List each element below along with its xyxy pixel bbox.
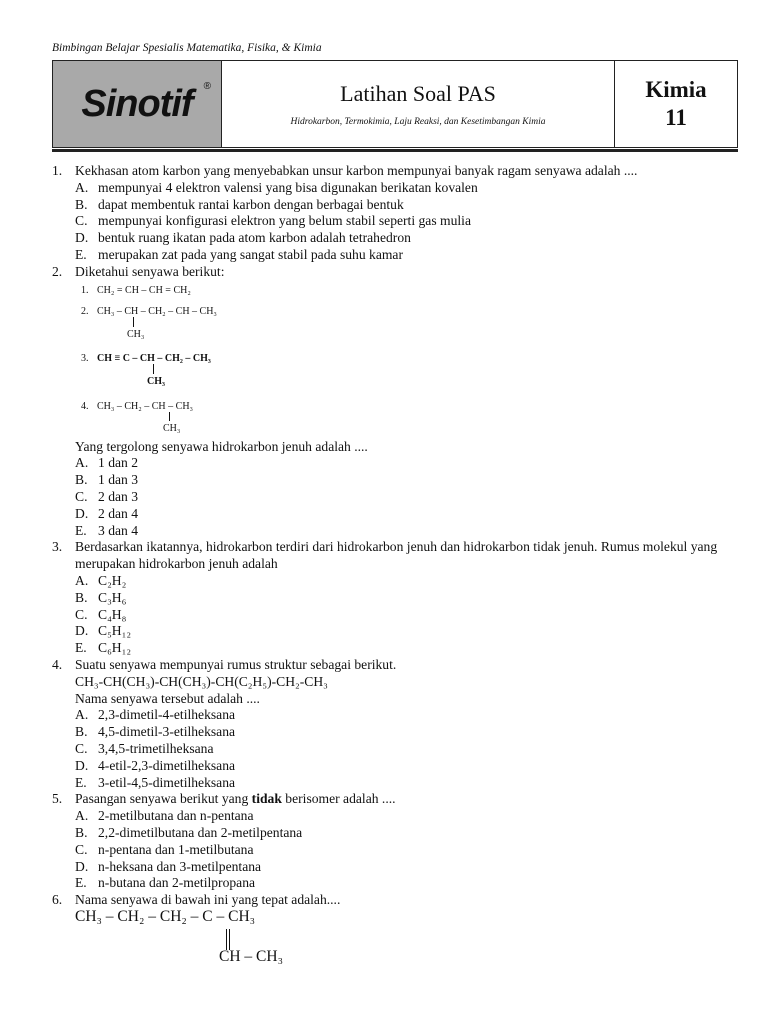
option-c — [75, 607, 742, 624]
question-4 — [52, 657, 742, 791]
question-1 — [52, 163, 742, 264]
question-prompt: Yang tergolong senyawa hidrokarbon jenuh adalah .... — [75, 438, 368, 454]
question-number: 6. — [52, 892, 63, 908]
question-number: 4. — [52, 656, 63, 672]
page-subtitle: Hidrokarbon, Termokimia, Laju Reaksi, dan Kesetimbangan Kimia — [290, 117, 546, 127]
option-text: 2-metilbutana dan n-pentana — [98, 808, 254, 824]
option-letter: E. — [75, 640, 87, 656]
structure-6-branch: CH – CH₃ — [219, 947, 283, 965]
option-d — [75, 758, 742, 775]
option-text: n-pentana dan 1-metilbutana — [98, 841, 254, 857]
structure-3-branch: CH₃ — [147, 375, 165, 387]
question-3 — [52, 539, 742, 657]
option-text: 3-etil-4,5-dimetilheksana — [98, 774, 236, 790]
question-number: 5. — [52, 791, 63, 807]
header-divider — [52, 149, 738, 152]
option-c — [75, 489, 742, 506]
structure-4-branch: CH₃ — [163, 422, 181, 434]
option-text: 2,2-dimetilbutana dan 2-metilpentana — [98, 824, 303, 840]
option-c — [75, 741, 742, 758]
option-a — [75, 707, 742, 724]
double-bond — [226, 929, 230, 950]
option-e — [75, 775, 742, 792]
structure-4-formula: CH₃ – CH₂ – CH – CH₃ — [97, 400, 194, 412]
option-letter: D. — [75, 858, 89, 874]
option-letter: B. — [75, 472, 88, 488]
option-text: 1 dan 2 — [98, 455, 139, 471]
option-letter: B. — [75, 196, 88, 212]
structure-3-bond — [153, 364, 154, 374]
structure-3-formula: CH ≡ C – CH – CH₂ – CH₃ — [97, 352, 211, 364]
option-b — [75, 724, 742, 741]
question-prompt: Nama senyawa tersebut adalah .... — [75, 690, 260, 706]
question-6 — [52, 892, 742, 981]
option-text: C₂H₂ — [98, 572, 127, 588]
option-letter: A. — [75, 707, 89, 723]
option-a — [75, 455, 742, 472]
page-title: Latihan Soal PAS — [340, 81, 496, 106]
question-text: Diketahui senyawa berikut: — [75, 263, 225, 279]
question-2 — [52, 264, 742, 540]
option-letter: D. — [75, 505, 89, 521]
option-letter: B. — [75, 724, 88, 740]
subject-name: Kimia — [645, 77, 707, 102]
option-d — [75, 230, 742, 247]
option-a — [75, 808, 742, 825]
option-letter: A. — [75, 455, 89, 471]
option-letter: D. — [75, 230, 89, 246]
option-e — [75, 247, 742, 264]
header-note: Bimbingan Belajar Spesialis Matematika, Fisika, & Kimia — [52, 42, 322, 54]
option-b — [75, 825, 742, 842]
option-letter: C. — [75, 841, 88, 857]
option-text: 3 dan 4 — [98, 522, 139, 538]
option-c — [75, 213, 742, 230]
option-d — [75, 506, 742, 523]
subject-block — [615, 61, 737, 147]
option-letter: C. — [75, 213, 88, 229]
structure-2-number: 2. — [81, 305, 89, 317]
option-b — [75, 472, 742, 489]
structure-3-number: 3. — [81, 352, 89, 364]
registered-mark: ® — [203, 81, 211, 92]
option-letter: E. — [75, 246, 87, 262]
option-letter: C. — [75, 740, 88, 756]
option-text: 4,5-dimetil-3-etilheksana — [98, 724, 236, 740]
structure-6 — [75, 909, 742, 981]
option-text: C₃H₆ — [98, 589, 127, 605]
question-text: Berdasarkan ikatannya, hidrokarbon terdiri dari hidrokarbon jenuh dan hidrokarbon tidak jenuh. Rumus molekul yang merupakan hidrokarbon jenuh adalah — [75, 539, 718, 572]
structure-2-bond — [133, 317, 134, 327]
question-5 — [52, 791, 742, 892]
question-number: 3. — [52, 539, 63, 555]
option-text: 4-etil-2,3-dimetilheksana — [98, 757, 236, 773]
option-letter: E. — [75, 875, 87, 891]
logo-text: Sinotif — [81, 82, 193, 125]
option-letter: B. — [75, 589, 88, 605]
option-d — [75, 623, 742, 640]
header-box — [52, 60, 738, 148]
structure-2-branch: CH₃ — [127, 328, 145, 340]
option-text: n-heksana dan 3-metilpentana — [98, 858, 262, 874]
structure-4-bond — [169, 412, 170, 421]
emphasis-word: tidak — [251, 791, 282, 807]
question-list — [52, 163, 742, 981]
structure-6-chain: CH₃ – CH₂ – CH₂ – C – CH₃ — [75, 907, 256, 925]
option-d — [75, 859, 742, 876]
question-number: 1. — [52, 163, 63, 178]
option-text: C₄H₈ — [98, 606, 127, 622]
option-b — [75, 590, 742, 607]
option-text: 1 dan 3 — [98, 472, 139, 488]
option-text: mempunyai 4 elektron valensi yang bisa digunakan berikatan kovalen — [98, 179, 478, 195]
structure-2-formula: CH₃ – CH – CH₂ – CH – CH₃ — [97, 305, 217, 317]
option-letter: D. — [75, 623, 89, 639]
option-text: merupakan zat pada yang sangat stabil pada suhu kamar — [98, 246, 403, 262]
question-text-end: berisomer adalah .... — [281, 791, 396, 807]
option-text: bentuk ruang ikatan pada atom karbon adalah tetrahedron — [98, 230, 411, 246]
option-b — [75, 197, 742, 214]
logo — [53, 61, 222, 147]
question-text-start: Pasangan senyawa berikut yang — [75, 791, 252, 807]
question-text: Nama senyawa di bawah ini yang tepat adalah.... — [75, 892, 341, 908]
option-letter: A. — [75, 179, 89, 195]
option-c — [75, 842, 742, 859]
option-text: 2 dan 4 — [98, 505, 139, 521]
structure-list — [75, 281, 742, 439]
option-e — [75, 875, 742, 892]
structure-1-formula: CH₂ = CH – CH = CH₂ — [97, 284, 191, 296]
option-letter: B. — [75, 824, 88, 840]
option-text: n-butana dan 2-metilpropana — [98, 875, 256, 891]
option-text: C₆H₁₂ — [98, 640, 132, 656]
option-letter: E. — [75, 522, 87, 538]
option-text: 2,3-dimetil-4-etilheksana — [98, 707, 236, 723]
grade-level: 11 — [665, 105, 687, 130]
structural-formula: CH₃-CH(CH₃)-CH(CH₃)-CH(C₂H₅)-CH₂-CH₃ — [75, 673, 328, 689]
option-text: C₅H₁₂ — [98, 623, 132, 639]
option-letter: C. — [75, 606, 88, 622]
question-text: Suatu senyawa mempunyai rumus struktur sebagai berikut. — [75, 656, 397, 672]
option-letter: A. — [75, 808, 89, 824]
option-text: 3,4,5-trimetilheksana — [98, 740, 214, 756]
option-a — [75, 180, 742, 197]
option-e — [75, 640, 742, 657]
option-e — [75, 523, 742, 540]
option-letter: A. — [75, 572, 89, 588]
question-number: 2. — [52, 263, 63, 279]
structure-4-number: 4. — [81, 400, 89, 412]
option-letter: C. — [75, 488, 88, 504]
header-title-block — [222, 61, 615, 147]
option-text: mempunyai konfigurasi elektron yang belum stabil seperti gas mulia — [98, 213, 471, 229]
option-text: dapat membentuk rantai karbon dengan berbagai bentuk — [98, 196, 404, 212]
option-letter: D. — [75, 757, 89, 773]
option-letter: E. — [75, 774, 87, 790]
structure-1-number: 1. — [81, 284, 89, 296]
question-text: Kekhasan atom karbon yang menyebabkan unsur karbon mempunyai banyak ragam senyawa adalah .... — [75, 163, 638, 178]
option-text: 2 dan 3 — [98, 488, 139, 504]
question-text — [75, 791, 742, 808]
option-a — [75, 573, 742, 590]
